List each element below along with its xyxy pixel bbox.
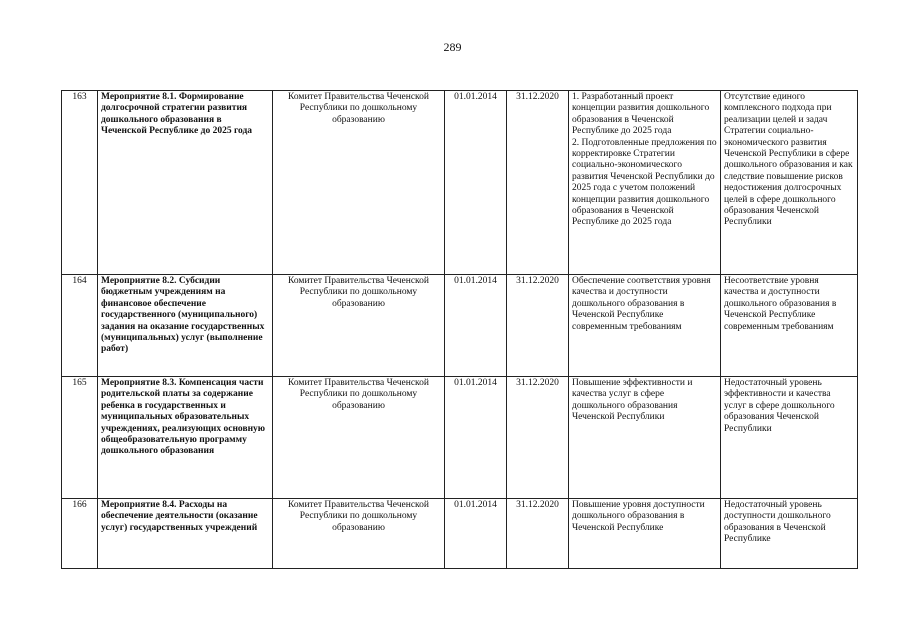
table-row — [62, 275, 858, 377]
consequence: Несоответствие уровня качества и доступности дошкольного образования в Чеченской Республике современным требованиям — [721, 275, 858, 377]
event-name: Мероприятие 8.3. Компенсация части родительской платы за содержание ребенка в государственных и муниципальных образовательных учреждениях, реализующих основную общеобразовательную программу дошкольного образования — [98, 377, 273, 499]
table-row — [62, 499, 858, 569]
activities-table — [61, 90, 858, 569]
event-name: Мероприятие 8.4. Расходы на обеспечение деятельности (оказание услуг) государственных учреждений — [98, 499, 273, 569]
row-number: 164 — [62, 275, 98, 377]
expected-result: Повышение эффективности и качества услуг в сфере дошкольного образования Чеченской Республики — [569, 377, 721, 499]
consequence: Отсутствие единого комплексного подхода при реализации целей и задач Стратегии социально-экономического развития Чеченской Республики в сфере дошкольного образования и как следствие повышение рисков недостижения долгосрочных целей в сфере дошкольного образования Чеченской Республики — [721, 91, 858, 275]
start-date: 01.01.2014 — [445, 499, 507, 569]
executor: Комитет Правительства Чеченской Республики по дошкольному образованию — [273, 275, 445, 377]
executor: Комитет Правительства Чеченской Республики по дошкольному образованию — [273, 377, 445, 499]
end-date: 31.12.2020 — [507, 499, 569, 569]
result-item-1: 1. Разработанный проект концепции развития дошкольного образования в Чеченской Республике до 2025 года — [572, 92, 710, 137]
start-date: 01.01.2014 — [445, 377, 507, 499]
table-row — [62, 377, 858, 499]
row-number: 165 — [62, 377, 98, 499]
end-date: 31.12.2020 — [507, 377, 569, 499]
executor: Комитет Правительства Чеченской Республики по дошкольному образованию — [273, 91, 445, 275]
start-date: 01.01.2014 — [445, 275, 507, 377]
end-date: 31.12.2020 — [507, 91, 569, 275]
row-number: 163 — [62, 91, 98, 275]
consequence: Недостаточный уровень доступности дошкольного образования в Чеченской Республике — [721, 499, 858, 569]
event-name: Мероприятие 8.1. Формирование долгосрочной стратегии развития дошкольного образования в Чеченской Республике до 2025 года — [98, 91, 273, 275]
page-number: 289 — [443, 40, 462, 54]
executor: Комитет Правительства Чеченской Республики по дошкольному образованию — [273, 499, 445, 569]
expected-result: Обеспечение соответствия уровня качества и доступности дошкольного образования в Чеченской Республике современным требованиям — [569, 275, 721, 377]
end-date: 31.12.2020 — [507, 275, 569, 377]
start-date: 01.01.2014 — [445, 91, 507, 275]
table-row — [62, 91, 858, 275]
event-name: Мероприятие 8.2. Субсидии бюджетным учреждениям на финансовое обеспечение государственного (муниципального) задания на оказание государственных (муниципальных) услуг (выполнение работ) — [98, 275, 273, 377]
consequence: Недостаточный уровень эффективности и качества услуг в сфере дошкольного образования Чеченской Республики — [721, 377, 858, 499]
result-item-2: 2. Подготовленные предложения по корректировке Стратегии социально-экономического развития Чеченской Республики до 2025 года с учетом положений концепции развития дошкольного образования в Чеченской Республике до 2025 года — [572, 137, 717, 228]
expected-result: Повышение уровня доступности дошкольного образования в Чеченской Республике — [569, 499, 721, 569]
expected-result — [569, 91, 721, 275]
row-number: 166 — [62, 499, 98, 569]
